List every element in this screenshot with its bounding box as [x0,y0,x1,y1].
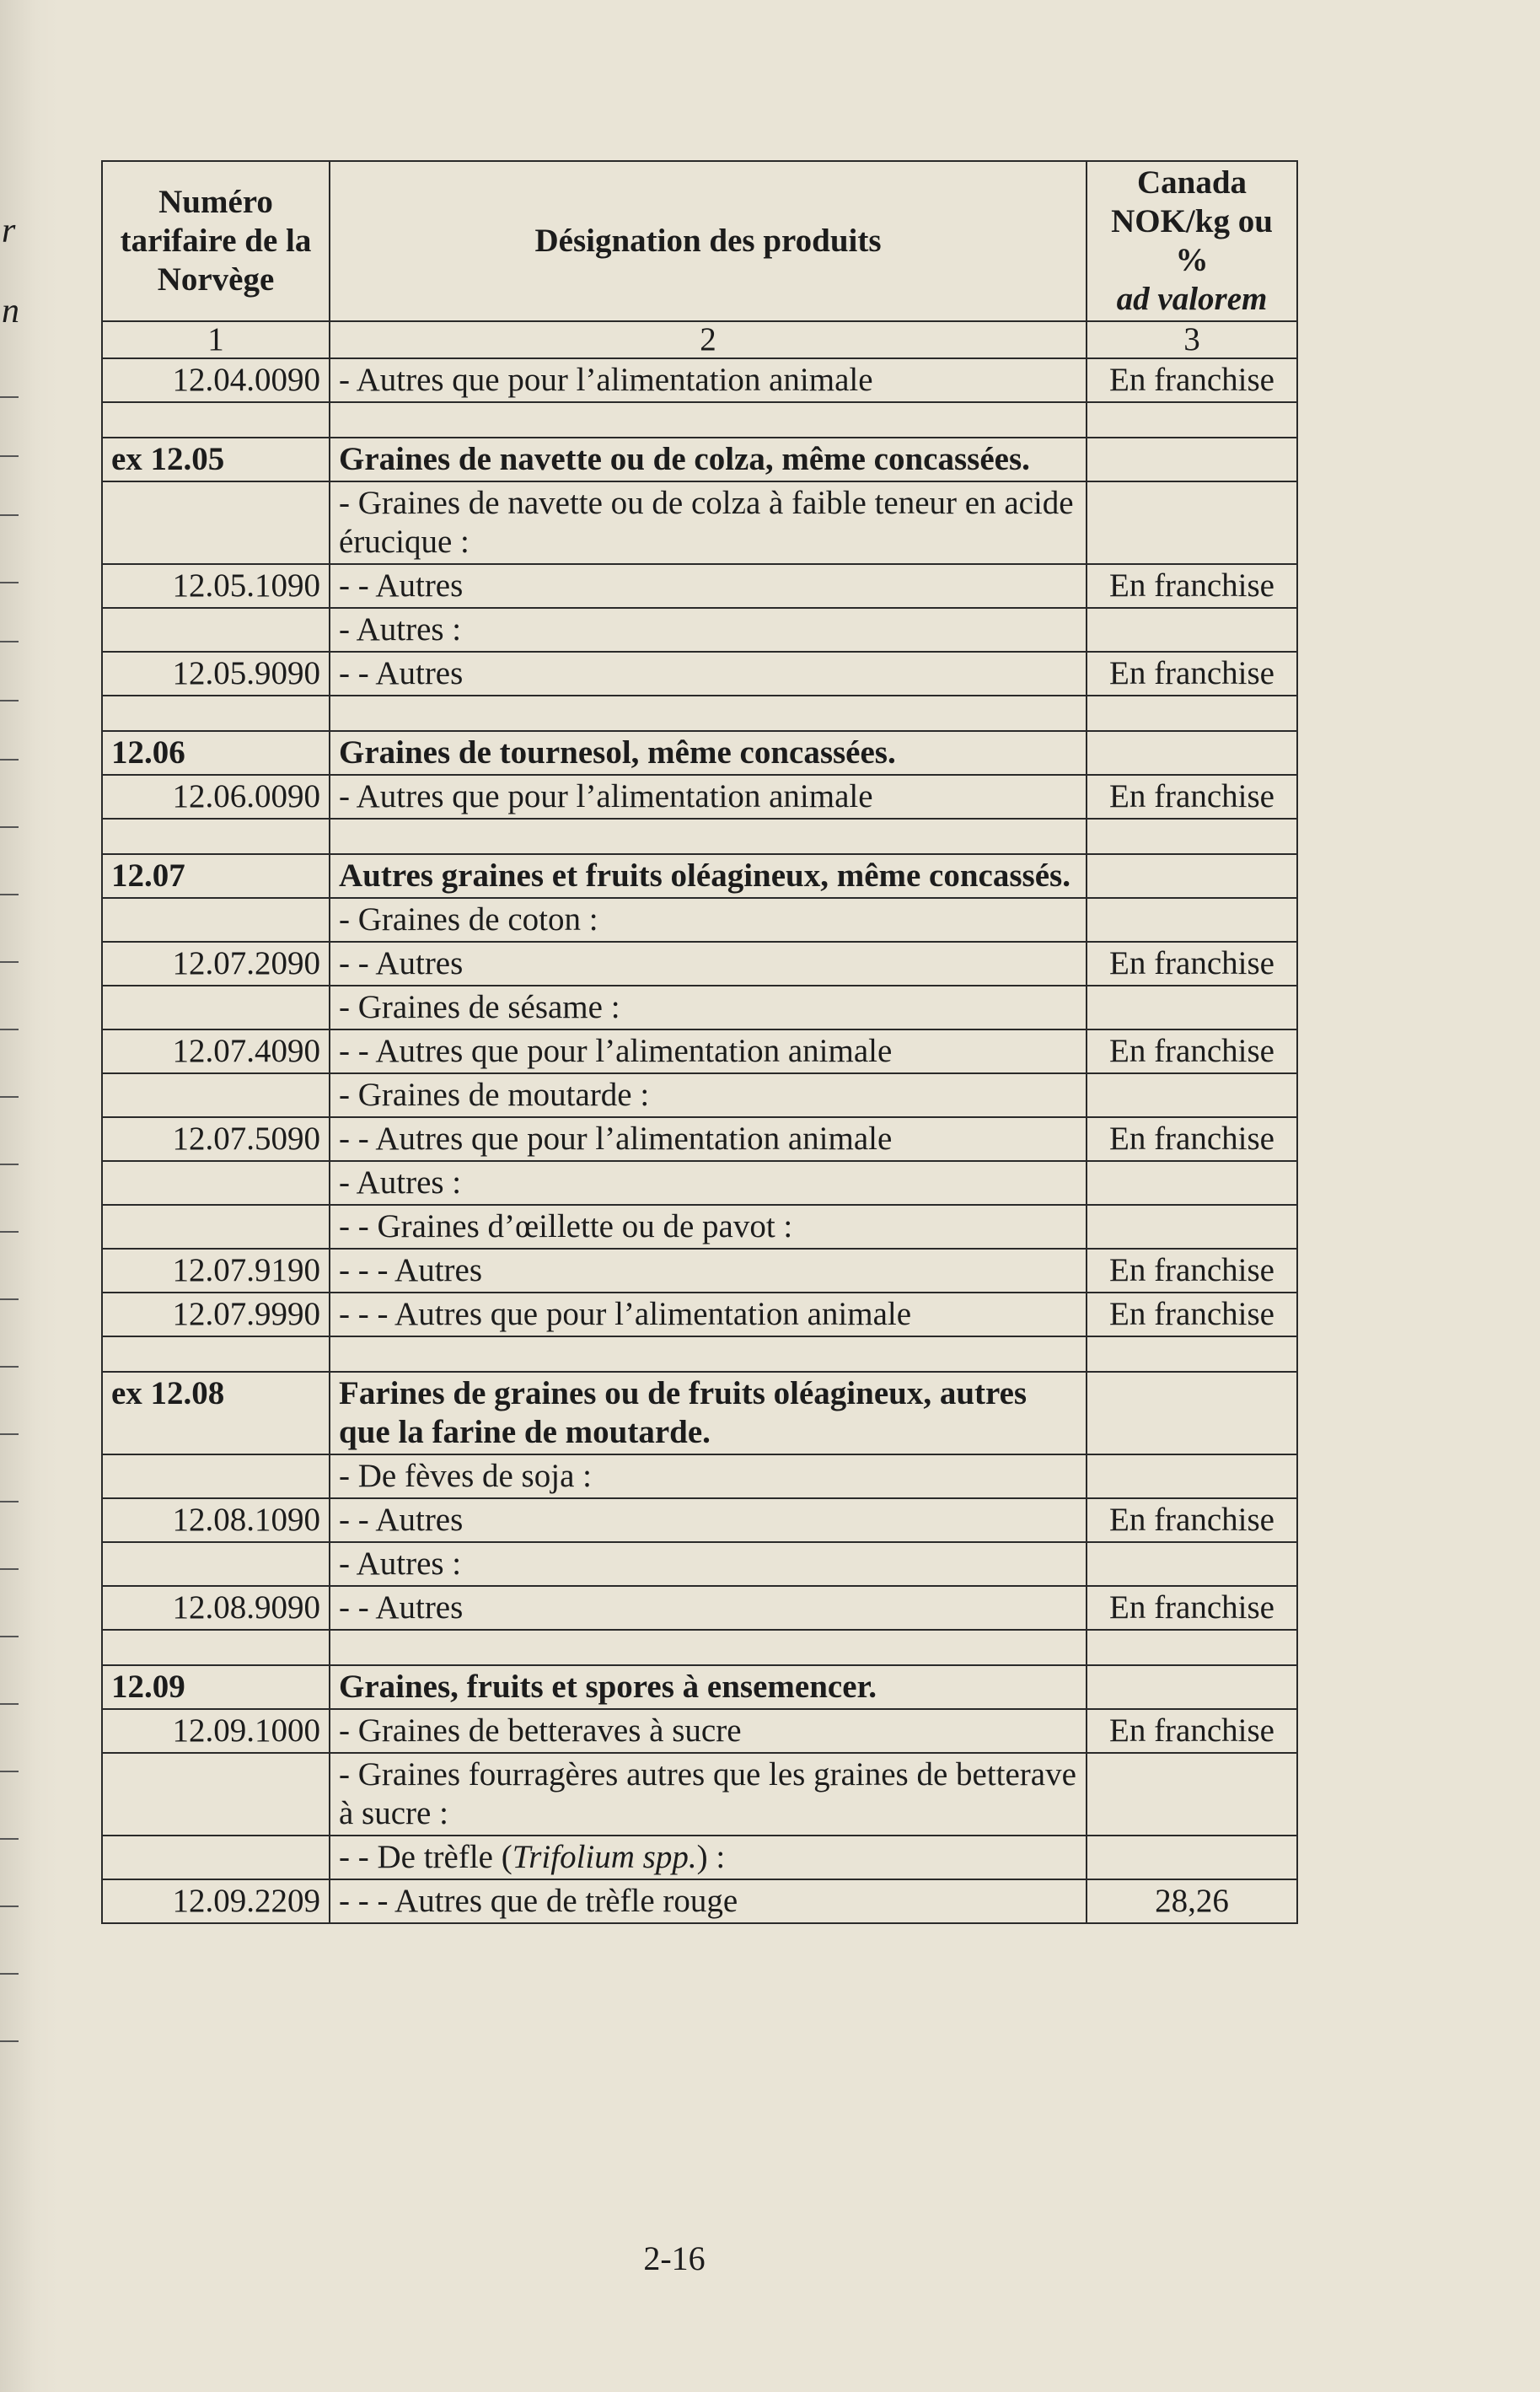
duty-rate: En franchise [1087,775,1297,819]
table-row [102,696,1297,731]
gutter-line [0,2040,19,2042]
tariff-code [102,819,330,854]
table-row [102,1249,1297,1293]
product-designation: - Graines de sésame : [330,986,1087,1029]
tariff-code [102,986,330,1029]
table-row [102,1293,1297,1336]
gutter-line [0,1906,19,1907]
gutter-line [0,1636,19,1637]
table-row [102,1879,1297,1923]
heading-row [102,731,1297,775]
product-designation: - - Autres [330,1586,1087,1630]
table-row [102,1753,1297,1836]
designation-italic-text: Trifolium spp. [512,1839,697,1875]
table-row [102,1073,1297,1117]
product-designation: Graines de navette ou de colza, même concassées. [330,438,1087,481]
tariff-table [101,160,1298,1924]
tariff-sheet [101,160,1298,1924]
tariff-code: 12.07.9990 [102,1293,330,1336]
tariff-code: 12.05.9090 [102,652,330,696]
product-designation: - Autres : [330,1161,1087,1205]
table-row [102,775,1297,819]
header-rate [1087,161,1297,321]
duty-rate [1087,1836,1297,1879]
gutter-line [0,1164,19,1165]
duty-rate: En franchise [1087,652,1297,696]
table-row [102,1205,1297,1249]
gutter-line [0,1096,19,1098]
duty-rate: En franchise [1087,1709,1297,1753]
gutter-line [0,894,19,895]
gutter-line [0,514,19,516]
table-row [102,1586,1297,1630]
tariff-code [102,1454,330,1498]
tariff-code: 12.07.9190 [102,1249,330,1293]
table-row [102,942,1297,986]
tariff-code [102,1542,330,1586]
tariff-code [102,1630,330,1665]
duty-rate: En franchise [1087,358,1297,402]
gutter-line [0,641,19,642]
duty-rate [1087,1630,1297,1665]
product-designation: - Graines de navette ou de colza à faible teneur en acide érucique : [330,481,1087,564]
duty-rate [1087,1372,1297,1454]
heading-row [102,854,1297,898]
duty-rate: En franchise [1087,1293,1297,1336]
tariff-code: 12.09 [102,1665,330,1709]
gutter-line [0,961,19,963]
tariff-code: 12.08.1090 [102,1498,330,1542]
duty-rate: En franchise [1087,1117,1297,1161]
duty-rate [1087,1336,1297,1372]
table-row [102,1709,1297,1753]
product-designation: - Graines de moutarde : [330,1073,1087,1117]
product-designation: - De fèves de soja : [330,1454,1087,1498]
product-designation: - - Autres [330,942,1087,986]
table-row [102,358,1297,402]
tariff-code [102,402,330,438]
column-number: 3 [1087,321,1297,358]
product-designation: - Graines de betteraves à sucre [330,1709,1087,1753]
gutter-line [0,396,19,398]
duty-rate [1087,1073,1297,1117]
column-number: 1 [102,321,330,358]
gutter-fragment-text: r [2,212,16,250]
duty-rate [1087,1542,1297,1586]
duty-rate [1087,731,1297,775]
gutter-line [0,1366,19,1368]
duty-rate [1087,854,1297,898]
header-line-italic: ad valorem [1116,281,1268,317]
tariff-code [102,696,330,731]
product-designation [330,402,1087,438]
gutter-line [0,1501,19,1502]
product-designation: - - Graines d’œillette ou de pavot : [330,1205,1087,1249]
header-line: NOK/kg ou [1111,203,1273,239]
header-designation: Désignation des produits [330,161,1087,321]
table-row [102,564,1297,608]
column-number: 2 [330,321,1087,358]
tariff-code [102,1836,330,1879]
tariff-code: 12.09.2209 [102,1879,330,1923]
duty-rate [1087,986,1297,1029]
gutter-line [0,1433,19,1435]
table-row [102,608,1297,652]
product-designation: Graines de tournesol, même concassées. [330,731,1087,775]
table-row [102,1029,1297,1073]
table-row [102,402,1297,438]
gutter-line [0,700,19,701]
tariff-code [102,1336,330,1372]
duty-rate [1087,1454,1297,1498]
table-row [102,1117,1297,1161]
duty-rate [1087,438,1297,481]
duty-rate [1087,1753,1297,1836]
gutter-line [0,1298,19,1300]
product-designation [330,1336,1087,1372]
tariff-code: 12.07 [102,854,330,898]
gutter-line [0,826,19,828]
product-designation [330,819,1087,854]
product-designation: Graines, fruits et spores à ensemencer. [330,1665,1087,1709]
table-row [102,819,1297,854]
product-designation [330,1630,1087,1665]
tariff-code: 12.05.1090 [102,564,330,608]
duty-rate [1087,1665,1297,1709]
tariff-code [102,481,330,564]
product-designation: - - Autres [330,652,1087,696]
table-row [102,898,1297,942]
header-line: Norvège [157,261,275,298]
product-designation: Autres graines et fruits oléagineux, même concassés. [330,854,1087,898]
table-row [102,1454,1297,1498]
product-designation: - - Autres [330,564,1087,608]
tariff-code [102,1073,330,1117]
product-designation: - Autres : [330,1542,1087,1586]
product-designation: - - Autres que pour l’alimentation animale [330,1029,1087,1073]
tariff-code: ex 12.05 [102,438,330,481]
duty-rate: En franchise [1087,942,1297,986]
gutter-line [0,759,19,761]
designation-text: ) : [696,1839,726,1875]
heading-row [102,438,1297,481]
tariff-code: 12.04.0090 [102,358,330,402]
tariff-code [102,1161,330,1205]
tariff-code: 12.06.0090 [102,775,330,819]
duty-rate: En franchise [1087,1249,1297,1293]
duty-rate: En franchise [1087,564,1297,608]
product-designation: - - Autres que pour l’alimentation animale [330,1117,1087,1161]
duty-rate: En franchise [1087,1498,1297,1542]
gutter-line [0,1771,19,1772]
duty-rate: 28,26 [1087,1879,1297,1923]
book-gutter [0,0,59,2392]
gutter-line [0,1029,19,1030]
tariff-code: 12.07.5090 [102,1117,330,1161]
tariff-rows [102,358,1297,1923]
header-row [102,161,1297,321]
page-number: 2-16 [643,2239,706,2277]
gutter-line [0,1838,19,1840]
heading-row [102,1372,1297,1454]
tariff-code [102,898,330,942]
table-row [102,652,1297,696]
table-row [102,986,1297,1029]
tariff-code: 12.06 [102,731,330,775]
product-designation: - Autres que pour l’alimentation animale [330,358,1087,402]
gutter-fragment-text: n [2,292,19,331]
header-line: Canada [1136,164,1248,201]
duty-rate [1087,696,1297,731]
table-row [102,1542,1297,1586]
product-designation: - - - Autres que de trèfle rouge [330,1879,1087,1923]
tariff-code: 12.09.1000 [102,1709,330,1753]
tariff-code: 12.08.9090 [102,1586,330,1630]
table-row [102,1161,1297,1205]
product-designation: - - Autres [330,1498,1087,1542]
duty-rate [1087,402,1297,438]
designation-text: - - De trèfle ( [339,1839,512,1875]
header-line: % [1175,242,1209,278]
tariff-code: 12.07.2090 [102,942,330,986]
table-row [102,1836,1297,1879]
table-row [102,481,1297,564]
duty-rate [1087,481,1297,564]
table-row [102,1336,1297,1372]
duty-rate [1087,1161,1297,1205]
product-designation: - Autres : [330,608,1087,652]
product-designation: - Graines fourragères autres que les graines de betterave à sucre : [330,1753,1087,1836]
tariff-code: 12.07.4090 [102,1029,330,1073]
product-designation: - - - Autres [330,1249,1087,1293]
duty-rate: En franchise [1087,1029,1297,1073]
column-number-row [102,321,1297,358]
gutter-line [0,455,19,457]
gutter-line [0,582,19,583]
duty-rate: En franchise [1087,1586,1297,1630]
tariff-code [102,608,330,652]
tariff-code: ex 12.08 [102,1372,330,1454]
product-designation: - Graines de coton : [330,898,1087,942]
header-line: tarifaire de la [120,223,312,259]
tariff-code [102,1205,330,1249]
gutter-line [0,1703,19,1705]
duty-rate [1087,819,1297,854]
product-designation [330,1836,1087,1879]
table-row [102,1630,1297,1665]
duty-rate [1087,898,1297,942]
product-designation [330,696,1087,731]
product-designation: - - - Autres que pour l’alimentation animale [330,1293,1087,1336]
product-designation: - Autres que pour l’alimentation animale [330,775,1087,819]
table-row [102,1498,1297,1542]
duty-rate [1087,1205,1297,1249]
product-designation: Farines de graines ou de fruits oléagineux, autres que la farine de moutarde. [330,1372,1087,1454]
header-line: Numéro [158,184,273,220]
header-tariff-number [102,161,330,321]
heading-row [102,1665,1297,1709]
duty-rate [1087,608,1297,652]
gutter-line [0,1973,19,1975]
tariff-code [102,1753,330,1836]
gutter-line [0,1568,19,1570]
gutter-line [0,1231,19,1233]
